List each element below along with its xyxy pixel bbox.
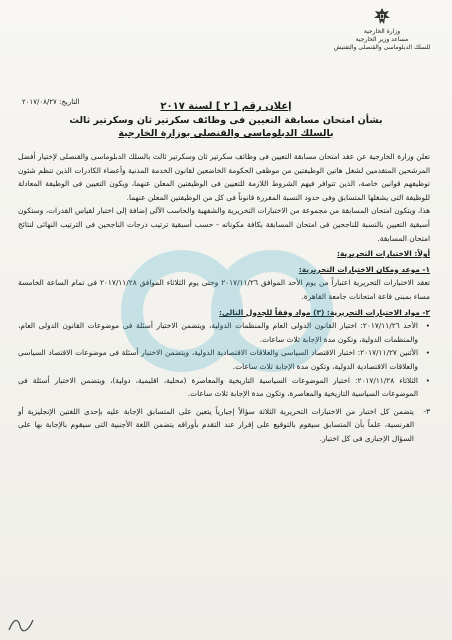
schedule-item-text: الأثنين ٢٠١٧/١١/٢٧: اختبار الاقتصاد السياسى والعلاقات الاقتصادية الدولية، ويتضمن الاختبار أسئلة فى موضوعات الاقتصاد السياسى والعلاقات الاقتصادية الدولية، وتكون مدة الإجابة ثلاث ساعات. <box>18 348 418 371</box>
document-body <box>18 150 430 445</box>
announcement-title <box>20 100 432 140</box>
schedule-item-text: الثلاثاء ٢٠١٧/١١/٢٨: اختبار الموضوعات السياسية التاريخية والمعاصرة (محلية، اقليمية، دولية)، ويتضمن الاختبار أسئلة فى الموضوعات السياسية التاريخية والمعاصرة، وتكون مدة الإجابة ثلاث ساعات. <box>18 375 418 399</box>
subsection-heading: ٢- مواد الاختبارات التحريرية: (٣) مواد وفقاً للجدول التالى: <box>219 307 430 317</box>
numbered-item <box>18 405 430 446</box>
item-number: ٣- <box>423 406 430 416</box>
intro-paragraph: هذا، ويتكون امتحان المسابقة من مجموعة من الاختبارات التحريرية والشفهية والحاسب الآلى إضافة إلى اختبار لقياس القدرات، وستكون أسبقية التعيين بالنسبة للناجحين فى امتحان المسابقة بكافة مكوناته - حسب أسبقية ترتيب درجات الناجحين فى الترتيب النهائى لنتائج امتحان المسابقة. <box>18 206 430 243</box>
sector-name: للسلك الدبلوماسى والقنصلى والتفتيش <box>333 44 431 51</box>
schedule-item <box>18 319 430 346</box>
subsection-heading: ١- موعد ومكان الاختبارات التحريرية: <box>298 264 430 274</box>
bullet: • <box>425 321 430 331</box>
letterhead <box>322 6 442 52</box>
bullet: • <box>425 375 430 385</box>
bullet: • <box>425 348 430 358</box>
schedule-item <box>18 346 430 373</box>
document-date: التاريخ: ٢٠١٧/٠٨/٢٧ <box>22 98 80 106</box>
section-heading: أولاً: الاختبارات التحريرية: <box>337 249 430 259</box>
initials-mark-icon <box>6 616 36 634</box>
schedule-item <box>18 374 430 401</box>
title-line-3: بالسلك الدبلوماسى والقنصلى بوزارة الخارجية <box>118 128 334 139</box>
title-line-1: إعلان رقم [ ٢ ] لسنة ٢٠١٧ <box>160 101 292 112</box>
ministry-name: وزارة الخارجية <box>363 28 401 35</box>
title-line-2: بشأن امتحان مسابقة التعيين فى وظائف سكرتير ثان وسكرتير ثالث <box>69 115 383 126</box>
office-name: مساعد وزير الخارجية <box>355 36 409 43</box>
intro-paragraph: تعلن وزارة الخارجية عن عقد امتحان مسابقة التعيين فى وظائف سكرتير ثان وسكرتير ثالث بالسلك الدبلوماسى والقنصلى لإختيار أفضل المرشحين المتقدمين لشغل هاتين الوظيفتين من موظفى الحكومة الخاضعين لقانون الخدمة المدنية وأعضاء الكادرات الذين تنظم شئون توظيفهم قوانين خاصة، الذين تتوافر فيهم الشروط اللازمة للتعيين فى الوظيفتين المعلن عنهما، ويكون التعيين فى الوظيفة المعادلة للوظيفة التى يشغلها المتسابق وفى حدود النسبة المقررة قانوناً فى كل من الوظيفتين المعلن عنهما. <box>18 152 430 202</box>
eagle-emblem-icon <box>371 6 393 28</box>
numbered-item-text: يتضمن كل اختبار من الاختبارات التحريرية الثلاثة سؤالاً إجبارياً يتعين على المتسابق الإجابة عليه بإحدى اللغتين الإنجليزية أو الفرنسية، علماً بأن المتسابق سيقوم بالتوقيع على إقرار عند التقدم بأوراقه يتضمن اللغة الأجنبية التى سيقوم بالإجابة بها على السؤال الإجبارى فى كل اختبار. <box>18 406 414 443</box>
exam-time-place-text: تعقد الاختبارات التحريرية اعتباراً من يوم الأحد الموافق ٢٠١٧/١١/٢٦ وحتى يوم الثلاثاء الموافق ٢٠١٧/١١/٢٨ فى تمام الساعة الخامسة مساء بمبنى قاعة امتحانات جامعة القاهرة. <box>18 278 430 301</box>
schedule-item-text: الأحد ٢٠١٧/١١/٢٦: اختبار القانون الدولى العام والمنظمات الدولية، ويتضمن الاختبار أسئلة فى موضوعات القانون الدولى العام، والمنظمات الدولية، وتكون مدة الإجابة ثلاث ساعات. <box>18 321 418 344</box>
